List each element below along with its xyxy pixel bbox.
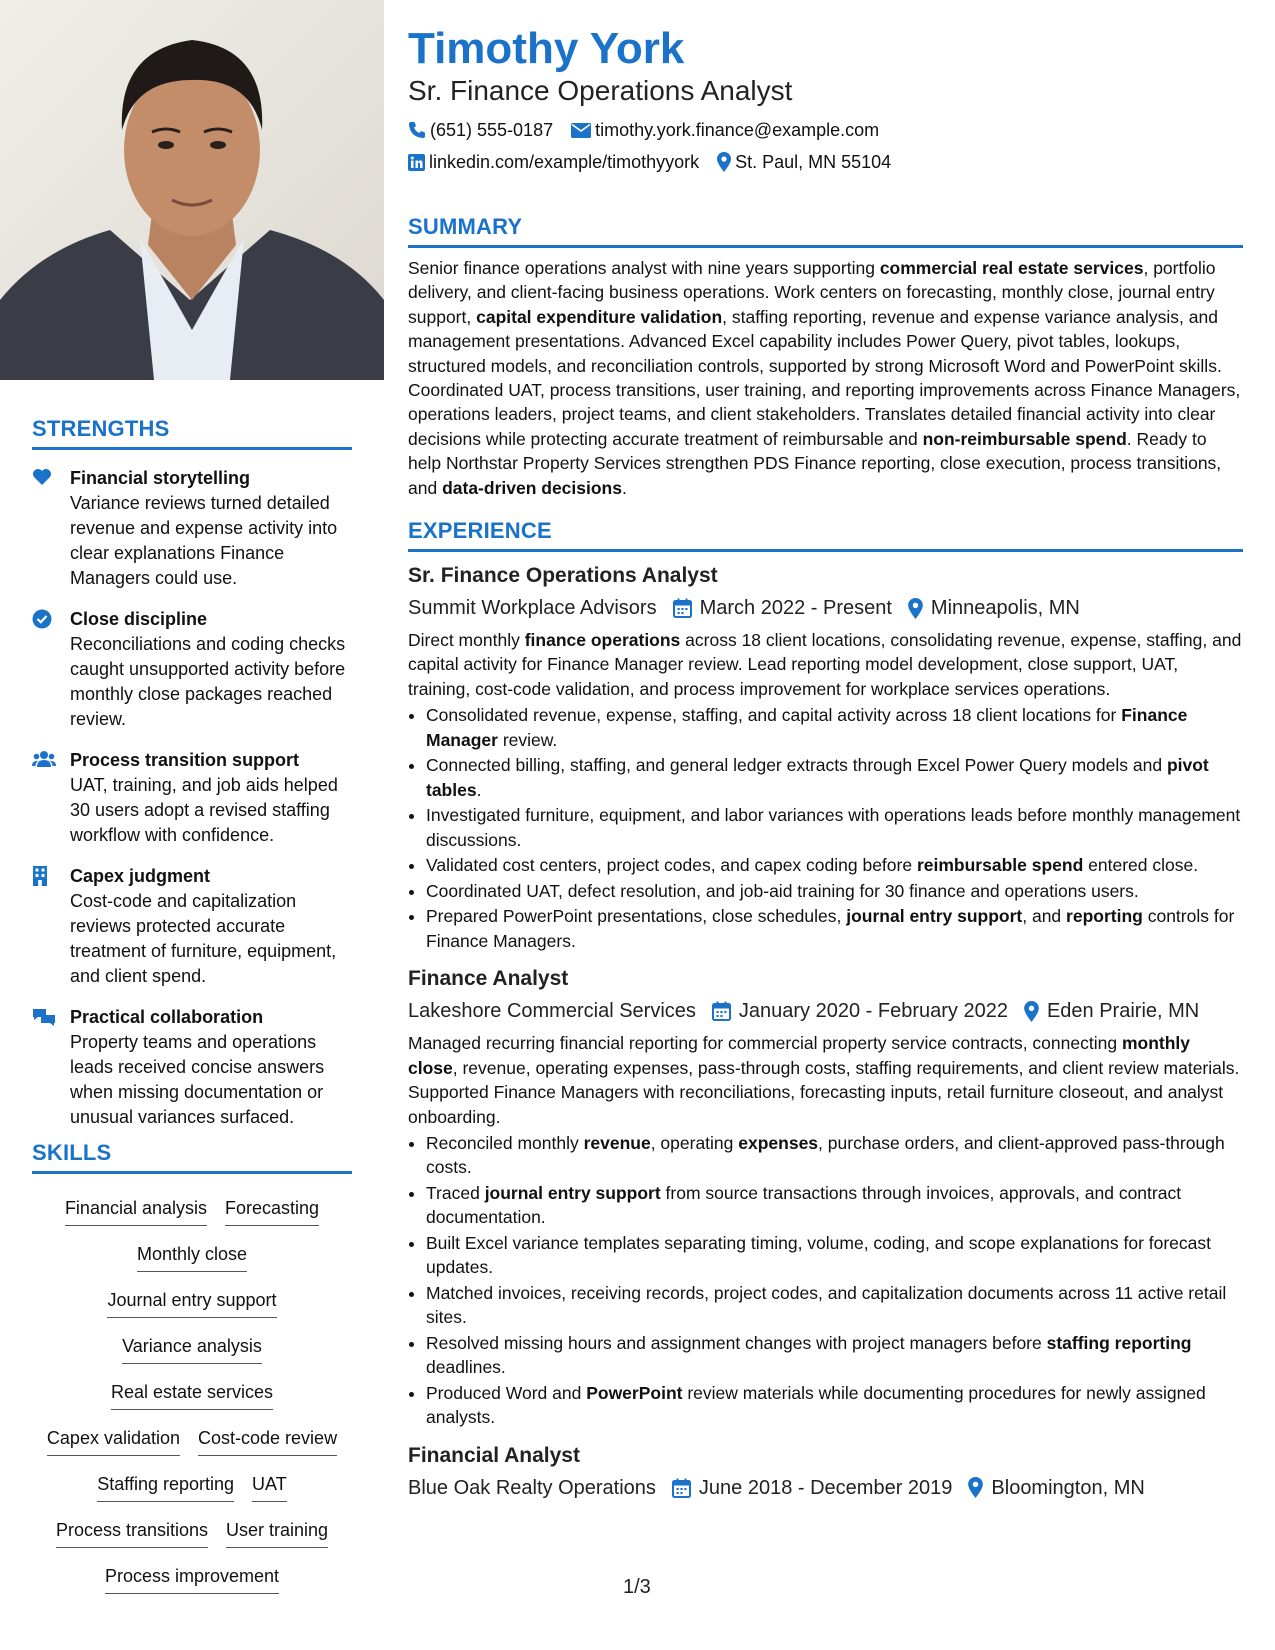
map-pin-icon bbox=[908, 598, 923, 619]
job-entry bbox=[408, 1442, 1243, 1502]
summary-section bbox=[408, 214, 1243, 500]
job-bullet: • Reconciled monthly revenue, operating expenses, purchase orders, and client-approved pass-through costs. bbox=[426, 1131, 1243, 1180]
job-bullet: • Coordinated UAT, defect resolution, and job-aid training for 30 finance and operations users. bbox=[426, 879, 1243, 903]
strengths-rule bbox=[32, 447, 352, 450]
bold-text: Finance Manager bbox=[426, 705, 1188, 750]
bold-text: reimbursable spend bbox=[916, 855, 1084, 876]
skill-tag: Financial analysis bbox=[65, 1196, 207, 1226]
job-bullets bbox=[408, 703, 1243, 953]
skill-row bbox=[32, 1556, 352, 1602]
skill-row bbox=[32, 1326, 352, 1372]
comments-icon bbox=[32, 1005, 70, 1130]
job-location: Minneapolis, MN bbox=[908, 594, 1080, 622]
bold-text: data-driven decisions bbox=[442, 477, 622, 498]
candidate-name: Timothy York bbox=[408, 24, 685, 73]
skill-tag: Monthly close bbox=[137, 1242, 247, 1272]
phone-text: (651) 555-0187 bbox=[430, 120, 554, 140]
bold-text: capital expenditure validation bbox=[476, 306, 723, 327]
envelope-icon bbox=[571, 123, 591, 138]
strength-item bbox=[32, 748, 352, 848]
calendar-icon bbox=[712, 1001, 731, 1021]
email-contact[interactable] bbox=[571, 118, 879, 142]
profile-photo bbox=[0, 0, 384, 380]
job-title: Finance Analyst bbox=[408, 967, 569, 991]
job-dates: January 2020 - February 2022 bbox=[712, 997, 1008, 1025]
skill-row bbox=[32, 1188, 352, 1234]
skill-tag: Capex validation bbox=[47, 1426, 180, 1456]
summary-rule bbox=[408, 245, 1243, 248]
skills-title: SKILLS bbox=[32, 1140, 112, 1165]
job-bullet: • Matched invoices, receiving records, project codes, and capitalization documents across 11 active retail sites. bbox=[426, 1281, 1243, 1330]
skill-row bbox=[32, 1464, 352, 1510]
map-pin-icon bbox=[968, 1477, 983, 1498]
map-pin-icon bbox=[1024, 1001, 1039, 1022]
bold-text: commercial real estate services bbox=[879, 258, 1144, 278]
calendar-icon bbox=[672, 1478, 691, 1498]
bold-text: pivot tables bbox=[426, 755, 1209, 800]
summary-title: SUMMARY bbox=[408, 214, 523, 239]
strength-item bbox=[32, 864, 352, 989]
job-bullets bbox=[408, 1131, 1243, 1430]
job-meta bbox=[408, 594, 1243, 622]
calendar-icon bbox=[673, 598, 692, 618]
strength-text: Property teams and operations leads received concise answers when missing documentation or unusual variances surfaced. bbox=[70, 1032, 325, 1127]
strength-item bbox=[32, 466, 352, 591]
skill-tag: Variance analysis bbox=[122, 1334, 262, 1364]
strengths-section bbox=[32, 416, 352, 1130]
phone-contact[interactable] bbox=[408, 118, 553, 142]
check-circle-icon bbox=[32, 607, 70, 732]
job-bullet: • Resolved missing hours and assignment changes with project managers before staffing reporting deadlines. bbox=[426, 1331, 1243, 1380]
job-bullet: • Traced journal entry support from source transactions through invoices, approvals, and contract documentation. bbox=[426, 1181, 1243, 1230]
experience-title: EXPERIENCE bbox=[408, 518, 552, 544]
page-number: 1/3 bbox=[623, 1576, 651, 1598]
job-location: Bloomington, MN bbox=[968, 1474, 1144, 1502]
job-bullet: • Connected billing, staffing, and general ledger extracts through Excel Power Query models and pivot tables. bbox=[426, 753, 1243, 802]
job-title: Sr. Finance Operations Analyst bbox=[408, 564, 718, 588]
skill-row bbox=[32, 1280, 352, 1326]
skills-section bbox=[32, 1140, 352, 1602]
contact-row-2 bbox=[408, 150, 1243, 174]
bold-text: non-reimbursable spend bbox=[922, 428, 1127, 449]
strength-text: Reconciliations and coding checks caught unsupported activity before monthly close packages reached review. bbox=[70, 634, 346, 729]
job-company: Lakeshore Commercial Services bbox=[408, 1000, 696, 1023]
job-entry bbox=[408, 562, 1243, 953]
bold-text: revenue bbox=[583, 1132, 651, 1153]
linkedin-icon bbox=[408, 154, 425, 171]
phone-icon bbox=[408, 121, 426, 139]
strength-item bbox=[32, 1005, 352, 1130]
job-bullet: • Prepared PowerPoint presentations, close schedules, journal entry support, and reporting controls for Finance Managers. bbox=[426, 904, 1243, 953]
job-entry bbox=[408, 965, 1243, 1429]
job-bullet: • Consolidated revenue, expense, staffing, and capital activity across 18 client locations for Finance Manager review. bbox=[426, 703, 1243, 752]
bold-text: reporting bbox=[1066, 906, 1143, 927]
skill-row bbox=[32, 1372, 352, 1418]
skill-tag: Process improvement bbox=[105, 1564, 279, 1594]
contact-row bbox=[408, 118, 1243, 142]
strength-title: Close discipline bbox=[70, 609, 208, 629]
strengths-title: STRENGTHS bbox=[32, 416, 170, 441]
strength-text: Cost-code and capitalization reviews protected accurate treatment of furniture, equipment, and client spend. bbox=[70, 891, 337, 986]
job-company: Blue Oak Realty Operations bbox=[408, 1476, 656, 1499]
strength-title: Capex judgment bbox=[70, 866, 211, 886]
job-meta bbox=[408, 1474, 1243, 1502]
location-contact bbox=[717, 150, 891, 174]
skill-tag: Process transitions bbox=[56, 1518, 208, 1548]
candidate-role: Sr. Finance Operations Analyst bbox=[408, 75, 793, 106]
skill-tag: User training bbox=[226, 1518, 328, 1548]
job-bullet: • Investigated furniture, equipment, and labor variances with operations leads before monthly management discussions. bbox=[426, 803, 1243, 852]
experience-rule bbox=[408, 549, 1243, 552]
skill-tag: Forecasting bbox=[225, 1196, 319, 1226]
main-column bbox=[408, 0, 1243, 1502]
job-title: Financial Analyst bbox=[408, 1443, 580, 1467]
job-description: Managed recurring financial reporting for commercial property service contracts, connecting monthly close, revenue, operating expenses, pass-through costs, staffing requirements, and client review materials. Supported Finance Managers with reconciliations, forecasting inputs, retail furniture closeout, and analyst onboarding. bbox=[408, 1033, 1240, 1127]
skill-tag: Journal entry support bbox=[107, 1288, 276, 1318]
skill-tag: Staffing reporting bbox=[97, 1472, 234, 1502]
bold-text: finance operations bbox=[524, 630, 681, 651]
job-bullet: • Produced Word and PowerPoint review materials while documenting procedures for newly assigned analysts. bbox=[426, 1381, 1243, 1430]
users-icon bbox=[32, 748, 70, 848]
summary-text: Senior finance operations analyst with nine years supporting commercial real estate services, portfolio delivery, and client-facing business operations. Work centers on forecasting, monthly close, journal entry support, capital expenditure validation, staffing reporting, revenue and expense variance analysis, and management presentations. Advanced Excel capability includes Power Query, pivot tables, lookups, structured models, and reconciliation controls, supported by strong Microsoft Word and PowerPoint skills. Coordinated UAT, process transitions, user training, and reporting improvements across Finance Managers, operations leaders, project teams, and client stakeholders. Translates detailed financial activity into clear decisions while protecting accurate treatment of reimbursable and non-reimbursable spend. Ready to help Northstar Property Services strengthen PDS Finance reporting, close execution, process transitions, and data-driven decisions. bbox=[408, 258, 1241, 498]
strength-title: Practical collaboration bbox=[70, 1007, 264, 1027]
email-text: timothy.york.finance@example.com bbox=[595, 120, 880, 140]
job-meta bbox=[408, 997, 1243, 1025]
sidebar bbox=[0, 0, 384, 1650]
skill-row bbox=[32, 1510, 352, 1556]
bold-text: journal entry support bbox=[846, 906, 1023, 927]
skill-tag: Real estate services bbox=[111, 1380, 273, 1410]
skill-tag: UAT bbox=[252, 1472, 287, 1502]
skill-row bbox=[32, 1234, 352, 1280]
strength-title: Financial storytelling bbox=[70, 468, 251, 488]
job-dates: March 2022 - Present bbox=[673, 594, 892, 622]
job-list bbox=[408, 562, 1243, 1502]
building-icon bbox=[32, 864, 70, 989]
strength-title: Process transition support bbox=[70, 750, 300, 770]
strength-item bbox=[32, 607, 352, 732]
skills-list bbox=[32, 1188, 352, 1602]
strength-text: UAT, training, and job aids helped 30 users adopt a revised staffing workflow with confidence. bbox=[70, 775, 338, 845]
bold-text: monthly close bbox=[408, 1033, 1190, 1078]
bold-text: expenses bbox=[738, 1132, 819, 1153]
bold-text: staffing reporting bbox=[1046, 1332, 1192, 1353]
job-bullet: • Validated cost centers, project codes, and capex coding before reimbursable spend entered close. bbox=[426, 853, 1243, 877]
skill-row bbox=[32, 1418, 352, 1464]
bold-text: PowerPoint bbox=[586, 1382, 683, 1403]
skill-tag: Cost-code review bbox=[198, 1426, 337, 1456]
experience-section bbox=[408, 518, 1243, 1502]
job-company: Summit Workplace Advisors bbox=[408, 597, 657, 620]
heart-icon bbox=[32, 466, 70, 591]
skills-rule bbox=[32, 1171, 352, 1174]
location-text: St. Paul, MN 55104 bbox=[735, 152, 892, 172]
strength-text: Variance reviews turned detailed revenue and expense activity into clear explanations Finance Managers could use. bbox=[70, 493, 338, 588]
job-location: Eden Prairie, MN bbox=[1024, 997, 1199, 1025]
map-pin-icon bbox=[717, 152, 731, 172]
job-description: Direct monthly finance operations across 18 client locations, consolidating revenue, expense, staffing, and capital activity for Finance Manager review. Lead reporting model development, close support, UAT, training, cost-code validation, and process improvement for workplace services operations. bbox=[408, 630, 1242, 699]
linkedin-text: linkedin.com/example/timothyyork bbox=[429, 152, 700, 172]
bold-text: journal entry support bbox=[484, 1182, 661, 1203]
linkedin-contact[interactable] bbox=[408, 150, 699, 174]
job-dates: June 2018 - December 2019 bbox=[672, 1474, 953, 1502]
job-bullet: • Built Excel variance templates separating timing, volume, coding, and scope explanations for forecast updates. bbox=[426, 1231, 1243, 1280]
